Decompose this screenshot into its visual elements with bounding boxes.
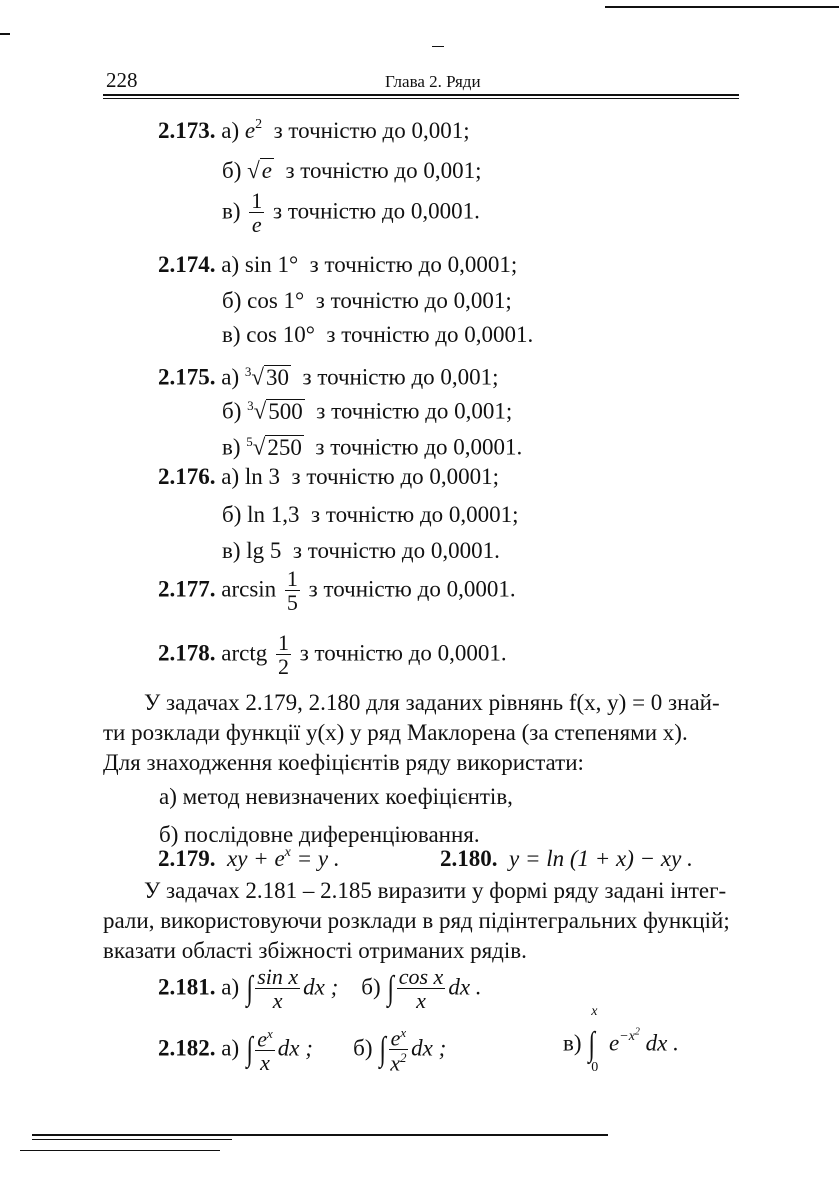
intro1-item-a: а) метод невизначених коефіцієнтів, — [159, 784, 513, 809]
problem-2-175-c: в) $^5$√250 з точністю до 0,0001. — [222, 434, 523, 460]
intro1-item-b: б) послідовне диференціювання. — [159, 822, 480, 847]
problem-2-175-a: 2.175. а) $^3$√30 з точністю до 0,001; — [158, 364, 499, 390]
problem-2-174-a: 2.174. а) sin 1° з точністю до 0,0001; — [158, 252, 518, 277]
intro1-line3: Для знаходження коефіцієнтів ряду використати: — [103, 750, 584, 775]
problem-2-173-b: б) √e з точністю до 0,001; — [222, 158, 482, 183]
intro2-line3: вказати області збіжності отриманих рядів. — [103, 938, 527, 963]
chapter-title: Глава 2. Ряди — [385, 72, 481, 91]
footer-rule-thick — [32, 1134, 608, 1136]
problem-2-181: 2.181. а) ∫ $\frac{\text{sin x}}{x}$ dx ; б) ∫ $\frac{\text{cos x}}{x}$ dx . — [158, 964, 482, 1013]
problem-2-173-c: в) $\frac{1}{e}$ з точністю до 0,0001. — [222, 188, 480, 237]
scan-dash — [432, 46, 444, 47]
equation-2-180: 2.180. y = ln (1 + x) − xy . — [440, 846, 693, 871]
problem-2-174-b: б) cos 1° з точністю до 0,001; — [222, 288, 512, 313]
left-margin-mark — [0, 33, 10, 35]
problem-2-177: 2.177. arcsin $\frac{1}{5}$ з точністю до 0,0001. — [158, 566, 516, 615]
page-number: 228 — [106, 68, 138, 92]
intro1-line1: У задачах 2.179, 2.180 для заданих рівнянь f(x, y) = 0 знай- — [144, 690, 720, 715]
problem-2-178: 2.178. arctg $\frac{1}{2}$ з точністю до 0,0001. — [158, 630, 507, 679]
header-rule-top — [103, 94, 739, 96]
problem-2-176-c: в) lg 5 з точністю до 0,0001. — [222, 538, 500, 563]
intro2-line1: У задачах 2.181 – 2.185 виразити у формі ряду задані інтег- — [144, 878, 727, 903]
footer-rule-lower — [20, 1150, 220, 1151]
intro-paragraph-1 — [103, 688, 743, 850]
problem-2-176-b: б) ln 1,3 з точністю до 0,0001; — [222, 502, 519, 527]
problem-2-182-ab: 2.182. а) ∫ $\frac{e^x}{x}$ dx ; б) ∫ $\frac{e^x}{x^2}$ dx ; — [158, 1025, 447, 1076]
equation-2-179: 2.179. xy + $e^x = y$ . — [158, 845, 340, 871]
problem-2-173-a: 2.173. а) $e^2$ з точністю до 0,001; — [158, 117, 470, 143]
footer-rule-thin — [32, 1139, 232, 1140]
problem-2-174-c: в) cos 10° з точністю до 0,0001. — [222, 322, 534, 347]
header-rule-bottom — [103, 98, 739, 99]
problem-2-176-a: 2.176. а) ln 3 з точністю до 0,0001; — [158, 464, 500, 489]
intro1-line2: ти розклади функції y(x) у ряд Маклорена (за степенями x). — [103, 720, 688, 745]
problem-2-175-b: б) $^3$√500 з точністю до 0,001; — [222, 398, 513, 424]
intro2-line2: рали, використовуючи розклади в ряд підінтегральних функцій; — [103, 908, 730, 933]
intro-paragraph-2 — [103, 876, 743, 966]
top-corner-rule — [605, 6, 839, 8]
problem-2-182-c: в) x ∫ 0 $e^{-x^2}$ dx . — [563, 1004, 679, 1075]
